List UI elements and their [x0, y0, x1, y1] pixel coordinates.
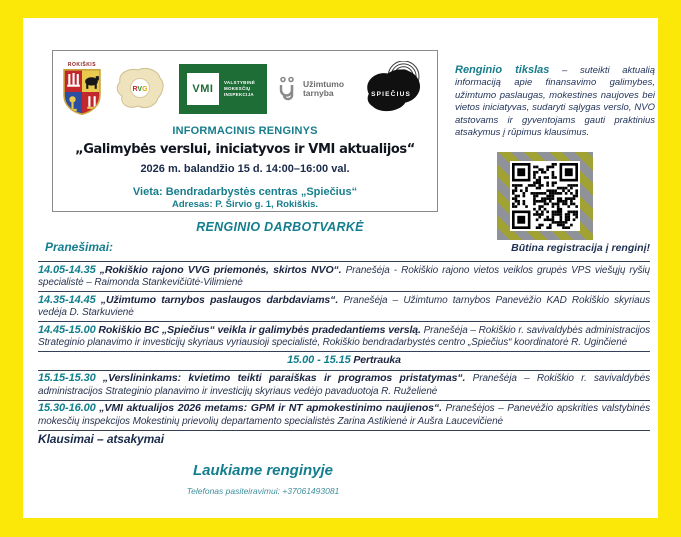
agenda-item-time: 15.15-15.30	[38, 372, 96, 384]
agenda-item	[38, 370, 650, 400]
agenda-label: Pranešimai:	[45, 240, 114, 254]
vmi-abbr: VMI	[187, 73, 219, 105]
agenda-item-time: 14.35-14.45	[38, 293, 96, 306]
agenda-item	[38, 321, 650, 351]
svg-text:RVG: RVG	[132, 86, 148, 93]
event-venue: Vieta: Bendradarbystės centras „Spiečius“	[132, 186, 358, 198]
header-box	[52, 50, 438, 212]
agenda-item-time: 14.05-14.35	[38, 263, 96, 276]
farewell-text: Laukiame renginyje	[192, 462, 334, 479]
break-label: Pertrauka	[353, 354, 401, 366]
agenda-item-title: Rokiškio BC „Spiečius“ veikla ir galimybės pradedantiems verslą.	[98, 323, 421, 336]
vvg-map-icon	[112, 64, 168, 114]
agenda-item-desc: Pranešėja – Užimtumo tarnybos Panevėžio KAD Rokiškio skyriaus vedėja D. Starkuvienė	[38, 294, 650, 318]
agenda-heading: RENGINIO DARBOTVARKĖ	[196, 220, 364, 234]
agenda-item-desc: Pranešėjos – Panevėžio apskrities valstybinės mokesčių inspekcijos Mokestinių prievolių departamento specialistės Zarina Astikienė ir Aušra Laucevičienė	[38, 403, 650, 427]
agenda-closing: Klausimai – atsakymai	[38, 430, 650, 447]
rokiskis-coat-of-arms-logo	[63, 62, 101, 116]
agenda-item-title: „Užimtumo tarnybos paslaugos darbdaviams“.	[100, 293, 339, 306]
phone-note: Telefonas pasiteiravimui: +37061493081	[186, 486, 340, 496]
vmi-name	[224, 80, 255, 98]
purpose-lead: Renginio tikslas	[455, 63, 550, 76]
agenda-break	[38, 351, 650, 370]
agenda-item-title: „Verslininkams: kvietimo teikti paraiškas ir programos pristatymas“.	[102, 372, 466, 384]
event-title: „Galimybės verslui, iniciatyvos ir VMI aktualijos“	[75, 142, 415, 157]
agenda-item-desc: Pranešėja – Rokiškio r. savivaldybės administracijos Strateginio planavimo ir investicijų skyriaus vyriausioji specialistė, Rokiškio bendradarbystės centro „Spiečius“ koordinatorė R. Uginčienė	[38, 324, 650, 348]
event-datetime: 2026 m. balandžio 15 d. 14:00–16:00 val.	[140, 163, 350, 175]
uzimtumo-text	[303, 80, 344, 99]
uzimtumo-icon	[278, 76, 298, 102]
agenda-item	[38, 400, 650, 430]
vvg-map-logo	[112, 64, 168, 114]
registration-note: Būtina registracija į renginį!	[511, 242, 650, 254]
spiecius-logo	[355, 61, 427, 117]
vmi-name-line1: VALSTYBINĖ	[223, 80, 256, 85]
vmi-logo	[179, 64, 267, 114]
purpose-text: – suteikti aktualią informaciją apie finansavimo galimybes, užimtumo paslaugas, mokestines naujoves bei vietos iniciatyvas, sudaryti sąlygas verslo, NVO atstovams ir gyventojams gauti praktinius atsakymus į rūpimus klausimus.	[455, 64, 655, 138]
agenda-item-desc: Pranešėja – Rokiškio r. savivaldybės administracijos Strateginio planavimo ir investicijų skyriaus vedėjo pavaduotoja R. Ruželienė	[38, 373, 650, 397]
uzimtumo-line1: Užimtumo	[302, 78, 345, 89]
rokiskis-label: ROKIŠKIS	[67, 62, 97, 68]
spiecius-swirl-icon	[355, 61, 427, 117]
agenda-item-time: 14.45-15.00	[38, 323, 96, 336]
spiecius-label: SPIEČIUS	[371, 91, 412, 98]
logo-row	[53, 58, 437, 120]
event-purpose	[455, 64, 655, 140]
vmi-name-line3: INSPEKCIJA	[223, 92, 254, 97]
vmi-name-line2: MOKESČIŲ	[223, 86, 251, 91]
rokiskis-shield-icon	[63, 68, 101, 116]
agenda-list	[38, 261, 650, 447]
agenda-item-time: 15.30-16.00	[38, 402, 96, 414]
break-time: 15.00 - 15.15	[287, 354, 351, 366]
event-address: Adresas: P. Širvio g. 1, Rokiškis.	[171, 199, 319, 210]
uzimtumo-line2: tarnyba	[302, 88, 334, 98]
agenda-item-desc: Pranešėja - Rokiškio rajono vietos veiklos grupės VPS viešųjų ryšių specialistė – Raimonda Stankevičiūtė-Vilimienė	[38, 264, 650, 288]
event-kicker: INFORMACINIS RENGINYS	[172, 125, 318, 137]
agenda-item-title: „VMI aktualijos 2026 metams: GPM ir NT apmokestinimo naujienos“.	[99, 402, 442, 414]
agenda-item	[38, 261, 650, 291]
flyer-card	[23, 18, 658, 518]
agenda-item-title: „Rokiškio rajono VVG priemonės, skirtos NVO“.	[99, 263, 342, 276]
uzimtumo-tarnyba-logo	[278, 76, 344, 102]
agenda-item	[38, 291, 650, 321]
